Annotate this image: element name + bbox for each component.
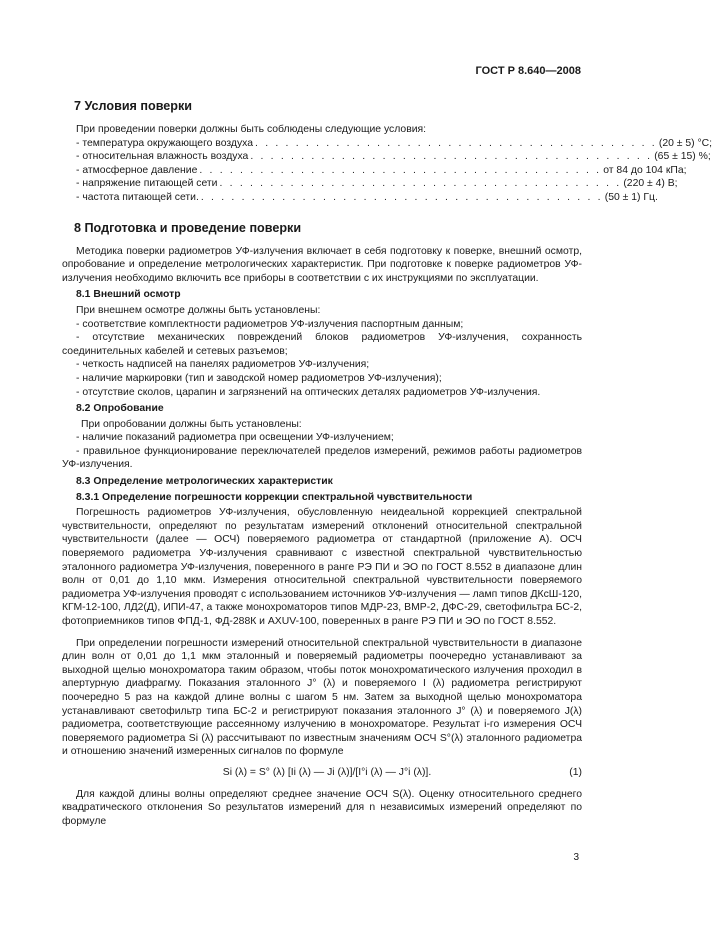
conditions-list [62,137,712,205]
section-7-title: 7 Условия поверки [74,99,193,113]
condition-value: (20 ± 5) °С; [658,137,712,149]
condition-label: - напряжение питающей сети [76,178,218,190]
section-8-2-title: 8.2 Опробование [76,403,164,415]
section-8-2-intro: При опробовании должны быть установлены: [81,418,302,430]
list-item: - отсутствие сколов, царапин и загрязнений на оптических деталях радиометров УФ-излучения. [76,386,541,398]
condition-row [76,177,678,191]
page-content [62,99,712,828]
formula-number: (1) [569,766,582,778]
condition-label: - атмосферное давление [76,164,198,176]
condition-row [76,150,711,164]
list-item: - четкость надписей на панелях радиометров УФ-излучения; [76,359,370,371]
list-item: - правильное функционирование переключателей пределов измерений, режимов работы радиометров УФ-излучения. [62,445,582,471]
paragraph-2: При определении погрешности измерений относительной спектральной чувствительности в диапазоне длин волн от 0,01 до 1,1 мкм эталонный и поверяемый радиометры поочередно устанавливают за выходной щелью монохроматора таким образом, чтобы поток монохроматического излучения проходил в апертурную диафрагму. Показания эталонного J° (λ) и поверяемого I (λ) радиометра регистрируют поочередно 5 раз на каждой длине волны с шагом 5 нм. Затем за выходной щелью монохроматора устанавливают светофильтр типа БС-2 и регистрируют показания эталонного J° (λ) и поверяемого J(λ) радиометра, соответствующие рассеянному излучению в монохроматоре. Результат i-го измерения ОСЧ поверяемого радиометра Si (λ) рассчитывают по известным значениям ОСЧ S°(λ) эталонного радиометра и отношению значений измеренных сигналов по формуле [62,637,582,758]
page-header: ГОСТ Р 8.640—2008 [475,65,581,77]
condition-row [76,137,712,151]
formula-expression: Si (λ) = S° (λ) [Ii (λ) — Ji (λ)]/[I°i (λ) — J°i (λ)]. [222,766,432,778]
section-8-1-title: 8.1 Внешний осмотр [76,289,181,301]
condition-row [76,191,658,205]
section-8-3-1-title: 8.3.1 Определение погрешности коррекции спектральной чувствительности [76,491,473,503]
condition-label: - температура окружающего воздуха [76,137,254,149]
section-7-intro: При проведении поверки должны быть соблюдены следующие условия: [76,124,427,135]
condition-value: (220 ± 4) В; [623,178,678,190]
section-8-3-title: 8.3 Определение метрологических характеристик [76,476,333,488]
section-8-1-intro: При внешнем осмотре должны быть установлены: [76,304,321,316]
condition-value: от 84 до 104 кПа; [603,164,687,176]
dot-leader: . . . . . . . . . . . . . . . . . . . . . . . . . . . . . . . . . . . . . . . . [199,164,602,176]
condition-value: (50 ± 1) Гц. [604,191,658,203]
condition-value: (65 ± 15) %; [654,151,711,163]
dot-leader: . . . . . . . . . . . . . . . . . . . . . . . . . . . . . . . . . . . . . . . . [200,191,603,203]
condition-label: - частота питающей сети. [76,191,199,203]
paragraph-3: Для каждой длины волны определяют среднее значение ОСЧ S(λ). Оценку относительного среднего квадратического отклонения So результатов измерений для n независимых измерений определяют по формуле [62,788,582,827]
paragraph-1: Погрешность радиометров УФ-излучения, обусловленную неидеальной коррекцией спектральной чувствительности, определяют по результатам измерений отклонений относительной спектральной чувствительности (далее — ОСЧ) поверяемого радиометра от стандартной (приложение А). ОСЧ поверяемого радиометра УФ-излучения сравнивают с известной спектральной чувствительностью эталонного радиометра УФ-излучения, поверенного в ранге РЭ ПИ и ЭО по ГОСТ 8.552 в диапазоне длин волн от 0,01 до 1,10 мкм. Измерения относительной спектральной чувствительности поверяемого радиометра УФ-излучения проводят с использованием источников УФ-излучения — ламп типов ДКсШ-120, КГМ-12-100, ЛД2(Д), ИПИ-47, а также монохроматоров типов МДР-23, ВМР-2, ДФС-29, светофильтра БС-2, фотоприемников типов ФПД-1, ФД-288К и AXUV-100, поверенных в ранге РЭ ПИ и ЭО по ГОСТ 8.552. [62,507,582,627]
condition-row [76,164,687,178]
dot-leader: . . . . . . . . . . . . . . . . . . . . . . . . . . . . . . . . . . . . . . . . [250,151,653,163]
list-item: - наличие маркировки (тип и заводской номер радиометров УФ-излучения); [76,372,442,384]
list-item: - соответствие комплектности радиометров УФ-излучения паспортным данным; [76,318,464,330]
section-8-title: 8 Подготовка и проведение поверки [74,220,302,235]
page-number: 3 [573,852,579,863]
dot-leader: . . . . . . . . . . . . . . . . . . . . . . . . . . . . . . . . . . . . . . . . [255,137,657,149]
list-item: - отсутствие механических повреждений блоков радиометров УФ-излучения, сохранность соединительных кабелей и сетевых разъемов; [62,332,582,357]
dot-leader: . . . . . . . . . . . . . . . . . . . . . . . . . . . . . . . . . . . . . . . . [219,178,622,190]
formula-1 [62,766,582,780]
condition-label: - относительная влажность воздуха [76,151,249,163]
list-item: - наличие показаний радиометра при освещении УФ-излучением; [76,432,394,444]
section-8-intro: Методика поверки радиометров УФ-излучения включает в себя подготовку к поверке, внешний осмотр, опробование и определение метрологических характеристик. При подготовке к поверке радиометров УФ-излучения необходимо включить все приборы в соответствии с их инструкциями по эксплуатации. [62,245,582,284]
